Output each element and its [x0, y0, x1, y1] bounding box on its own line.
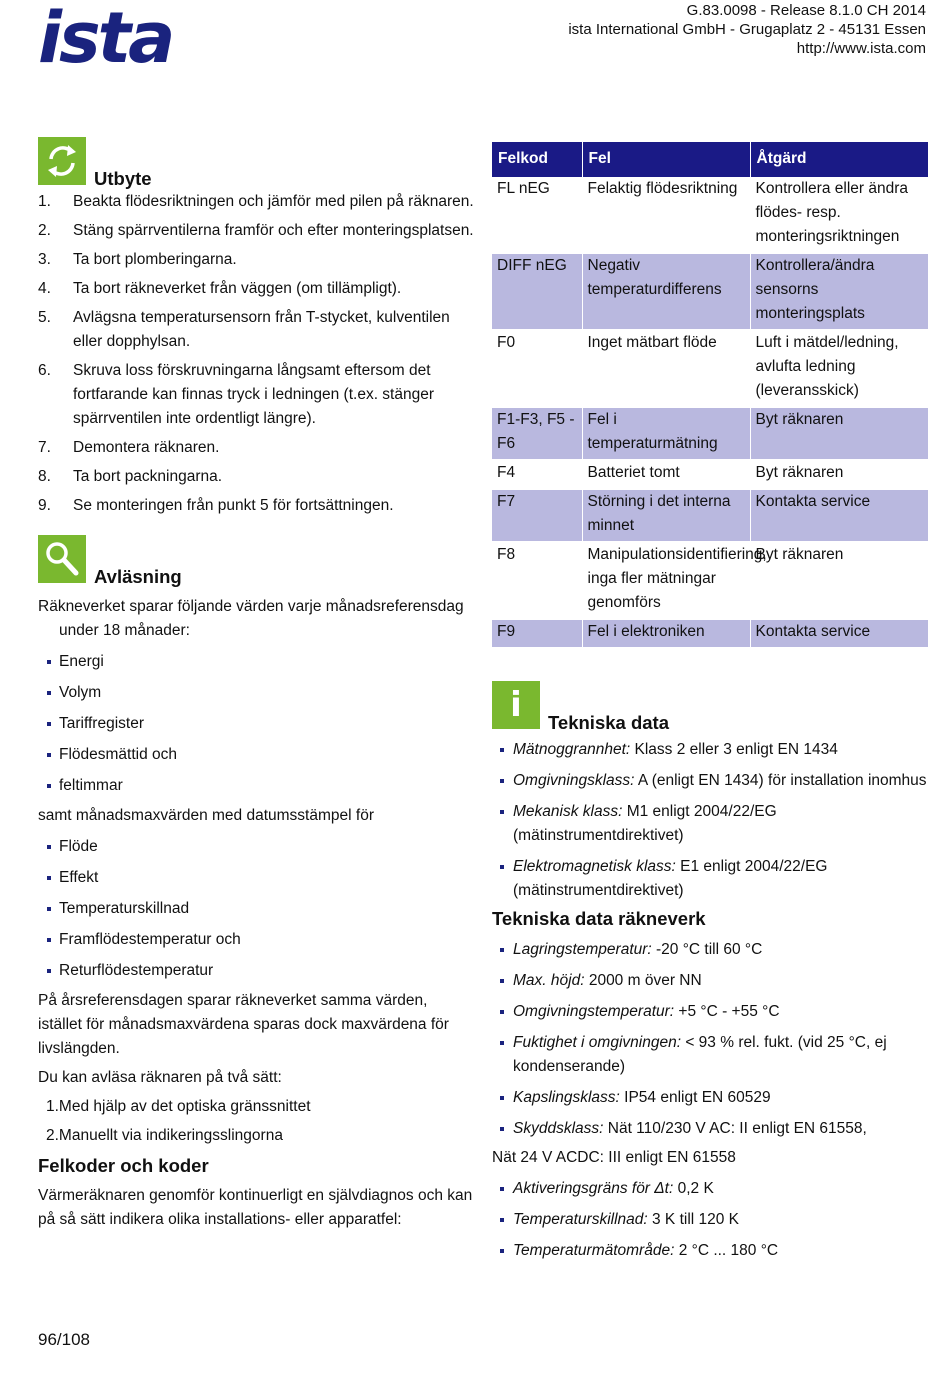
error-code-cell: F1-F3, F5 - F6 [492, 407, 582, 460]
step-text: Demontera räknaren. [73, 439, 220, 456]
error-table-header-row [492, 142, 928, 177]
tech-item-value: A (enligt EN 1434) för installation inomhus [634, 772, 927, 789]
exchange-step [38, 248, 474, 272]
list-item: Energi [38, 650, 474, 674]
error-action-cell: Kontrollera eller ändra flödes- resp. monteringsriktningen [750, 177, 928, 253]
tech-item-value: 2000 m över NN [584, 972, 702, 989]
tech-item-value: 3 K till 120 K [647, 1211, 740, 1228]
step-text: Beakta flödesriktningen och jämför med pilen på räknaren. [73, 193, 474, 210]
tech-item-value: M1 enligt 2004/22/EG (mätinstrumentdirektivet) [513, 803, 777, 844]
tech-item [492, 1208, 928, 1232]
list-item: Framflödestemperatur och [38, 928, 474, 952]
reading-title: Avläsning [94, 566, 182, 587]
magnifier-icon [38, 535, 86, 583]
list-item: Returflödestemperatur [38, 959, 474, 983]
doc-id: G.83.0098 - Release 8.1.0 CH 2014 [686, 2, 926, 19]
tech-item-label: Aktiveringsgräns för Δt: [513, 1180, 674, 1197]
ista-logo-graphic [38, 4, 184, 70]
tech-counter-title: Tekniska data räkneverk [492, 908, 706, 929]
error-desc-cell: Fel i elektroniken [582, 619, 750, 648]
tech-item [492, 1086, 928, 1110]
error-code-cell: FL nEG [492, 177, 582, 253]
step-number: 5. [38, 309, 51, 326]
step-number: 7. [38, 439, 51, 456]
tech-counter-continuation: Nät 24 V ACDC: III enligt EN 61558 [492, 1149, 736, 1166]
error-desc-cell: Inget mätbart flöde [582, 330, 750, 407]
tech-item [492, 1177, 928, 1201]
tech-item-label: Mätnoggrannhet: [513, 741, 631, 758]
monthly-values-list [38, 650, 474, 798]
step-number: 9. [38, 497, 51, 514]
page-number: 96/108 [38, 1330, 90, 1349]
step-text: Ta bort plomberingarna. [73, 251, 237, 268]
error-action-cell: Luft i mätdel/ledning, avlufta ledning (leveransskick) [750, 330, 928, 407]
table-row [492, 330, 928, 407]
error-code-cell: F8 [492, 542, 582, 619]
step-number: 8. [38, 468, 51, 485]
step-number: 6. [38, 362, 51, 379]
company-address: ista International GmbH - Grugaplatz 2 - 45131 Essen [568, 21, 926, 38]
exchange-step [38, 436, 474, 460]
col-header-error: Fel [582, 142, 750, 177]
tech-item-label: Elektromagnetisk klass: [513, 858, 676, 875]
step-text: Se monteringen från punkt 5 för fortsättningen. [73, 497, 394, 514]
tech-item-label: Temperaturskillnad: [513, 1211, 648, 1228]
step-number: 3. [38, 251, 51, 268]
tech-item-label: Temperaturmätområde: [513, 1242, 675, 1259]
tech-item-label: Mekanisk klass: [513, 803, 623, 820]
error-code-table [492, 142, 929, 649]
step-text: Ta bort packningarna. [73, 468, 223, 485]
list-item: Effekt [38, 866, 474, 890]
tech-item [492, 969, 928, 993]
table-row [492, 542, 928, 619]
tech-item-label: Skyddsklass: [513, 1120, 604, 1137]
tech-item-value: Nät 110/230 V AC: II enligt EN 61558, [603, 1120, 867, 1137]
error-desc-cell: Störning i det interna minnet [582, 489, 750, 542]
exchange-step [38, 277, 474, 301]
ways-list [38, 1095, 474, 1148]
exchange-step [38, 306, 474, 354]
tech-item [492, 1239, 928, 1263]
company-url: http://www.ista.com [796, 40, 926, 57]
way-item: 1.Med hjälp av det optiska gränssnittet [46, 1098, 311, 1115]
tech-item-value: 2 °C ... 180 °C [674, 1242, 779, 1259]
max-intro: samt månadsmaxvärden med datumsstämpel för [38, 807, 374, 824]
list-item: Tariffregister [38, 712, 474, 736]
exchange-title: Utbyte [94, 168, 152, 189]
tech-item-value: -20 °C till 60 °C [651, 941, 763, 958]
document-meta [568, 1, 926, 58]
max-values-list [38, 835, 474, 983]
reading-section-header [38, 535, 474, 585]
way-item: 2.Manuellt via indikeringsslingorna [46, 1127, 283, 1144]
tech-item [492, 738, 928, 762]
tech-item-value: 0,2 K [673, 1180, 714, 1197]
step-number: 2. [38, 222, 51, 239]
step-text: Stäng spärrventilerna framför och efter monteringsplatsen. [73, 222, 474, 239]
tech-item-value: Klass 2 eller 3 enligt EN 1434 [630, 741, 838, 758]
table-row [492, 619, 928, 648]
tech-item-label: Fuktighet i omgivningen: [513, 1034, 682, 1051]
tech-item-label: Lagringstemperatur: [513, 941, 652, 958]
tech-item-value: IP54 enligt EN 60529 [619, 1089, 771, 1106]
exchange-section-header [38, 137, 474, 187]
tech-item [492, 1000, 928, 1024]
list-item: Volym [38, 681, 474, 705]
tech-counter-list [492, 938, 928, 1141]
reading-intro: Räkneverket sparar följande värden varje månadsreferensdag under 18 månader: [38, 598, 464, 639]
tech-title: Tekniska data [548, 712, 669, 733]
tech-item [492, 855, 928, 903]
step-text: Avlägsna temperatursensorn från T-stycket, kulventilen eller dopphylsan. [73, 309, 450, 350]
exchange-arrows-icon [38, 137, 86, 185]
list-item: Flödesmättid och [38, 743, 474, 767]
tech-item-label: Kapslingsklass: [513, 1089, 620, 1106]
error-action-cell: Byt räknaren [750, 542, 928, 619]
step-text: Skruva loss förskruvningarna långsamt eftersom det fortfarande kan finnas tryck i ledningen (t.ex. stänger spärrventilen inte ordentligt längre). [73, 362, 435, 427]
step-number: 1. [38, 193, 51, 210]
error-code-cell: F9 [492, 619, 582, 648]
error-desc-cell: Fel i temperaturmätning [582, 407, 750, 460]
exchange-step [38, 465, 474, 489]
error-code-cell: F0 [492, 330, 582, 407]
tech-data-list [492, 738, 928, 903]
list-item: Flöde [38, 835, 474, 859]
col-header-action: Åtgärd [750, 142, 928, 177]
tech-item-value: < 93 % rel. fukt. (vid 25 °C, ej kondenserande) [513, 1034, 887, 1075]
list-item: feltimmar [38, 774, 474, 798]
exchange-step [38, 219, 474, 243]
logo-text: ista [38, 4, 173, 70]
tech-item [492, 800, 928, 848]
tech-item-label: Omgivningsklass: [513, 772, 635, 789]
error-code-cell: DIFF nEG [492, 253, 582, 330]
info-icon: i [492, 681, 540, 729]
error-desc-cell: Felaktig flödesriktning [582, 177, 750, 253]
error-action-cell: Kontrollera/ändra sensorns monteringsplats [750, 253, 928, 330]
table-row [492, 489, 928, 542]
right-column [492, 142, 928, 1263]
list-item: Temperaturskillnad [38, 897, 474, 921]
error-code-cell: F7 [492, 489, 582, 542]
error-action-cell: Kontakta service [750, 489, 928, 542]
errors-title: Felkoder och koder [38, 1155, 209, 1176]
tech-item-value: E1 enligt 2004/22/EG (mätinstrumentdirektivet) [513, 858, 828, 899]
exchange-step [38, 190, 474, 214]
tech-item [492, 1031, 928, 1079]
table-row [492, 253, 928, 330]
tech-item-label: Max. höjd: [513, 972, 585, 989]
error-action-cell: Byt räknaren [750, 407, 928, 460]
error-desc-cell: Batteriet tomt [582, 460, 750, 489]
tech-section-header [492, 681, 928, 731]
yearly-text: På årsreferensdagen sparar räkneverket samma värden, istället för månadsmaxvärdena sparas dock maxvärdena för livslängden. [38, 992, 449, 1057]
errors-text: Värmeräknaren genomför kontinuerligt en självdiagnos och kan på så sätt indikera olika installations- eller apparatfel: [38, 1187, 473, 1228]
tech-item [492, 1117, 928, 1141]
ista-logo [38, 4, 184, 70]
error-code-cell: F4 [492, 460, 582, 489]
table-row [492, 177, 928, 253]
ways-intro: Du kan avläsa räknaren på två sätt: [38, 1069, 282, 1086]
table-row [492, 407, 928, 460]
tech-item-value: +5 °C - +55 °C [674, 1003, 780, 1020]
tech-item [492, 769, 928, 793]
tech-item [492, 938, 928, 962]
error-desc-cell: Manipulationsidentifiering, inga fler mätningar genomförs [582, 542, 750, 619]
exchange-steps [38, 190, 474, 518]
error-desc-cell: Negativ temperaturdifferens [582, 253, 750, 330]
error-action-cell: Kontakta service [750, 619, 928, 648]
left-column [38, 137, 474, 1232]
tech-item-label: Omgivningstemperatur: [513, 1003, 675, 1020]
exchange-step [38, 359, 474, 431]
exchange-step [38, 494, 474, 518]
col-header-code: Felkod [492, 142, 582, 177]
step-text: Ta bort räkneverket från väggen (om tillämpligt). [73, 280, 402, 297]
tech-counter-list-2 [492, 1177, 928, 1263]
step-number: 4. [38, 280, 51, 297]
error-action-cell: Byt räknaren [750, 460, 928, 489]
table-row [492, 460, 928, 489]
